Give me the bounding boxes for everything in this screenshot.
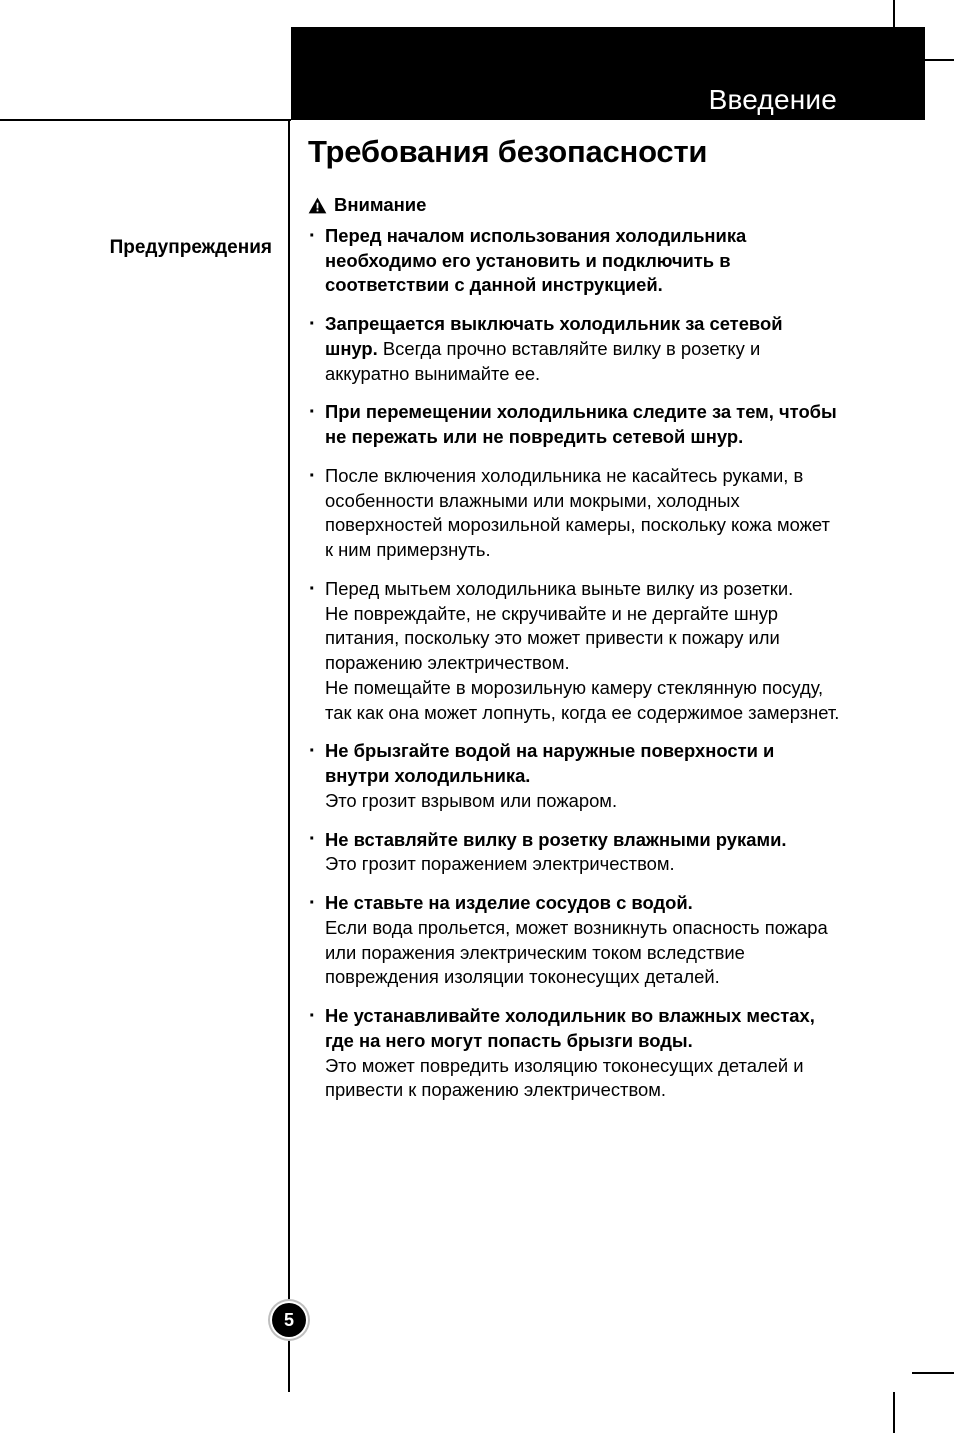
crop-mark-bottom-right-vertical <box>893 1392 895 1433</box>
bullet-normal-text: Перед мытьем холодильника выньте вилку из розетки. Не повреждайте, не скручивайте и не дергайте шнур питания, поскольку это может привести к пожару или поражению электричеством. Не помещайте в морозильную камеру стеклянную посуду, так как она может лопнуть, когда ее содержимое замерзнет. <box>325 577 840 723</box>
crop-mark-top-right-vertical <box>893 0 895 27</box>
bullet-bold-text: Перед началом использования холодильника необходимо его установить и подключить в соответствии с данной инструкцией. <box>325 224 747 296</box>
crop-mark-bottom-right-horizontal <box>912 1372 954 1374</box>
caution-heading <box>308 194 840 216</box>
bullet-bold-text: Не ставьте на изделие сосудов с водой. <box>325 892 693 914</box>
list-item <box>308 828 840 878</box>
caution-label: Внимание <box>334 193 427 215</box>
bullet-normal-text: Это грозит поражением электричеством. <box>325 853 675 875</box>
list-item <box>308 224 840 298</box>
safety-warning-list <box>308 224 840 1103</box>
margin-gutter-rule <box>288 119 290 1392</box>
bullet-normal-text: Всегда прочно вставляйте вилку в розетку и аккуратно вынимайте ее. <box>325 337 761 384</box>
section-banner <box>291 27 925 120</box>
list-item <box>308 739 840 813</box>
list-item <box>308 577 840 726</box>
crop-mark-top-right-horizontal <box>925 59 954 61</box>
page-number-badge: 5 <box>272 1303 306 1337</box>
list-item <box>308 891 840 990</box>
list-item <box>308 312 840 386</box>
bullet-normal-text: После включения холодильника не касайтесь руками, в особенности влажными или мокрыми, холодных поверхностей морозильной камеры, поскольку кожа может к ним примерзнуть. <box>325 464 830 561</box>
list-item <box>308 400 840 450</box>
bullet-bold-text: Запрещается выключать холодильник за сетевой шнур. <box>325 313 783 359</box>
bullet-bold-text: Не вставляйте вилку в розетку влажными руками. <box>325 828 787 850</box>
list-item <box>308 464 840 563</box>
banner-title: Введение <box>708 84 837 115</box>
bullet-bold-text: Не брызгайте водой на наружные поверхности и внутри холодильника. <box>325 740 775 787</box>
bullet-normal-text: Если вода прольется, может возникнуть опасность пожара или поражения электрическим током вследствие повреждения изоляции токонесущих деталей. <box>325 916 828 988</box>
header-divider-rule <box>0 119 291 121</box>
bullet-normal-text: Это грозит взрывом или пожаром. <box>325 789 618 811</box>
content-column <box>308 135 840 1117</box>
margin-note-warnings: Предупреждения <box>109 237 272 258</box>
bullet-bold-text: Не устанавливайте холодильник во влажных местах, где на него могут попасть брызги воды. <box>325 1005 815 1051</box>
list-item <box>308 1004 840 1103</box>
warning-triangle-icon <box>308 197 327 214</box>
bullet-normal-text: Это может повредить изоляцию токонесущих деталей и привести к поражению электричеством. <box>325 1054 804 1101</box>
page-title: Требования безопасности <box>308 134 708 169</box>
bullet-bold-text: При перемещении холодильника следите за тем, чтобы не пережать или не повредить сетевой шнур. <box>325 401 837 448</box>
